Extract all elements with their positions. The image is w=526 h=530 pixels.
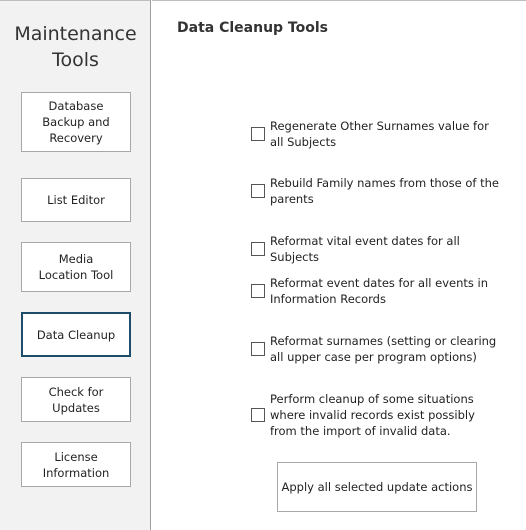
option-label: Reformat vital event dates for all Subjects	[270, 234, 460, 264]
option-reformat-surnames[interactable]	[251, 333, 501, 365]
option-reformat-vital-dates[interactable]	[251, 233, 501, 265]
data-cleanup-button[interactable]: Data Cleanup	[21, 312, 131, 357]
regenerate-surnames-checkbox[interactable]	[251, 127, 265, 141]
option-reformat-event-dates[interactable]	[251, 275, 501, 307]
page-title: Data Cleanup Tools	[177, 20, 328, 36]
media-location-tool-button[interactable]: Media Location Tool	[21, 242, 131, 292]
option-label: Regenerate Other Surnames value for all Subjects	[270, 119, 489, 149]
list-editor-button[interactable]: List Editor	[21, 178, 131, 222]
rebuild-family-names-checkbox[interactable]	[251, 184, 265, 198]
reformat-vital-dates-checkbox[interactable]	[251, 242, 265, 256]
reformat-surnames-checkbox[interactable]	[251, 342, 265, 356]
reformat-event-dates-checkbox[interactable]	[251, 284, 265, 298]
option-label: Reformat event dates for all events in Information Records	[270, 276, 489, 306]
main-panel	[152, 0, 526, 530]
option-rebuild-family-names[interactable]	[251, 175, 501, 207]
apply-selected-actions-button[interactable]: Apply all selected update actions	[277, 462, 477, 512]
option-label: Perform cleanup of some situations where invalid records exist possibly from the import of invalid data.	[270, 392, 475, 438]
check-for-updates-button[interactable]: Check for Updates	[21, 377, 131, 422]
database-backup-button[interactable]: Database Backup and Recovery	[21, 92, 131, 152]
cleanup-invalid-records-checkbox[interactable]	[251, 408, 265, 422]
option-label: Rebuild Family names from those of the parents	[270, 176, 499, 206]
sidebar	[0, 0, 151, 530]
option-cleanup-invalid-records[interactable]	[251, 391, 501, 439]
license-information-button[interactable]: License Information	[21, 442, 131, 487]
option-label: Reformat surnames (setting or clearing all upper case per program options)	[270, 334, 497, 364]
option-regenerate-surnames[interactable]	[251, 118, 501, 150]
sidebar-title: Maintenance Tools	[14, 23, 137, 71]
